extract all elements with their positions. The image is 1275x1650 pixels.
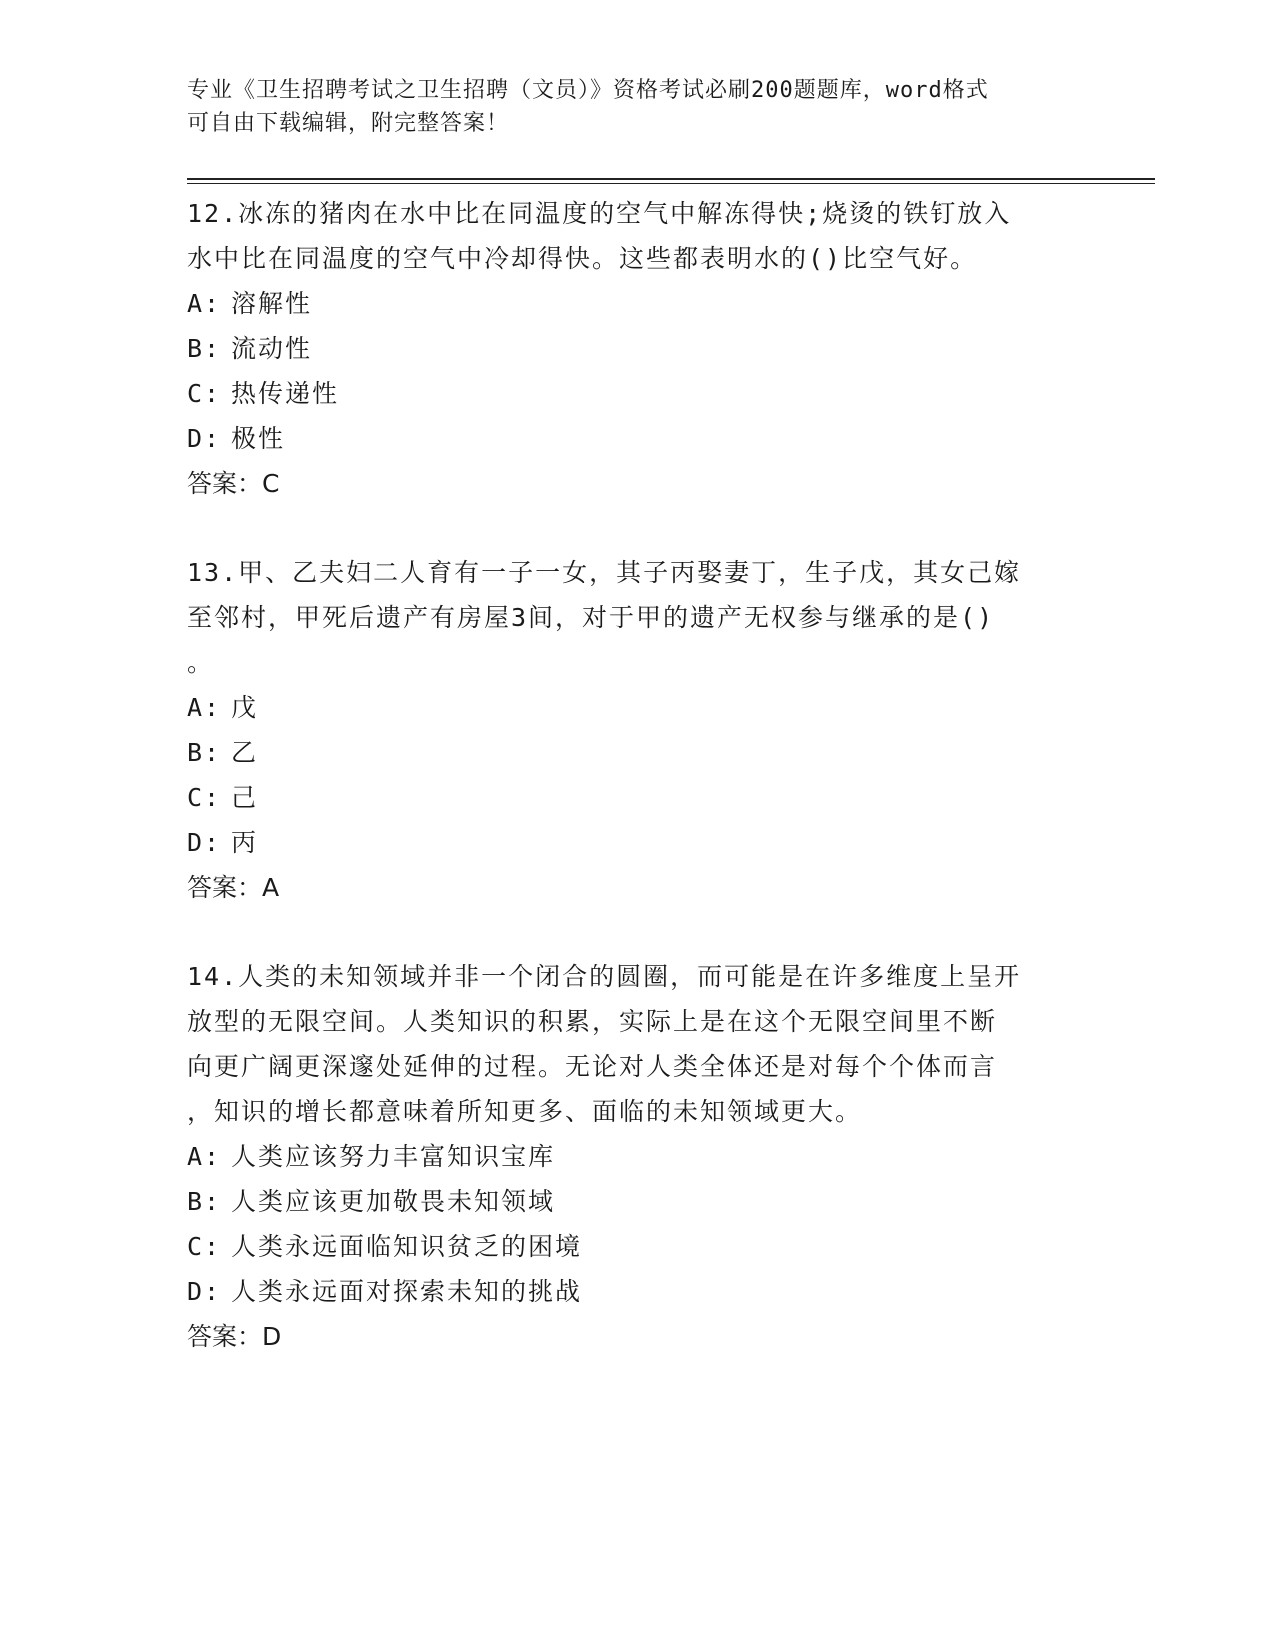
option-c (187, 371, 1087, 416)
option-text: 热传递性 (231, 379, 340, 408)
document-header (187, 74, 1087, 140)
option-key: D: (187, 1277, 222, 1306)
question-12 (187, 191, 1087, 506)
option-key: D: (187, 424, 222, 453)
option-key: A: (187, 693, 222, 722)
option-text: 乙 (231, 738, 259, 767)
option-key: A: (187, 1142, 222, 1171)
question-14 (187, 954, 1087, 1359)
question-stem-line: 放型的无限空间。人类知识的积累，实际上是在这个无限空间里不断 (187, 1007, 998, 1036)
question-stem-line: 13.甲、乙夫妇二人育有一子一女，其子丙娶妻丁，生子戊，其女己嫁 (187, 558, 1022, 587)
question-list (187, 191, 1087, 1403)
option-key: B: (187, 738, 222, 767)
option-b (187, 730, 1087, 775)
option-key: C: (187, 379, 222, 408)
option-c (187, 775, 1087, 820)
header-divider-thin (187, 183, 1155, 184)
option-text: 流动性 (231, 334, 313, 363)
option-b (187, 326, 1087, 371)
answer-line: 答案：A (187, 873, 280, 902)
option-text: 人类应该更加敬畏未知领域 (231, 1187, 556, 1216)
option-text: 极性 (231, 424, 286, 453)
option-text: 人类应该努力丰富知识宝库 (231, 1142, 556, 1171)
question-stem-line: ，知识的增长都意味着所知更多、面临的未知领域更大。 (187, 1097, 863, 1126)
option-key: D: (187, 828, 222, 857)
header-line-2: 可自由下载编辑，附完整答案！ (187, 111, 510, 136)
question-13 (187, 550, 1087, 910)
option-text: 丙 (231, 828, 259, 857)
header-divider (187, 178, 1155, 180)
option-key: A: (187, 289, 222, 318)
answer-line: 答案：D (187, 1322, 282, 1351)
option-d (187, 416, 1087, 461)
option-key: C: (187, 783, 222, 812)
question-stem-line: 14.人类的未知领域并非一个闭合的圆圈，而可能是在许多维度上呈开 (187, 962, 1022, 991)
option-c (187, 1224, 1087, 1269)
question-stem-line: 水中比在同温度的空气中冷却得快。这些都表明水的()比空气好。 (187, 244, 978, 273)
option-a (187, 281, 1087, 326)
question-stem-line: 向更广阔更深邃处延伸的过程。无论对人类全体还是对每个个体而言 (187, 1052, 998, 1081)
option-a (187, 685, 1087, 730)
option-text: 戊 (231, 693, 259, 722)
option-b (187, 1179, 1087, 1224)
answer-line: 答案：C (187, 469, 280, 498)
option-key: B: (187, 334, 222, 363)
option-a (187, 1134, 1087, 1179)
option-text: 人类永远面临知识贫乏的困境 (231, 1232, 583, 1261)
question-stem-line: 。 (187, 648, 215, 677)
option-key: B: (187, 1187, 222, 1216)
header-line-1: 专业《卫生招聘考试之卫生招聘（文员）》资格考试必刷200题题库，word格式 (187, 78, 989, 103)
option-d (187, 1269, 1087, 1314)
option-key: C: (187, 1232, 222, 1261)
option-d (187, 820, 1087, 865)
option-text: 己 (231, 783, 259, 812)
question-stem-line: 12.冰冻的猪肉在水中比在同温度的空气中解冻得快;烧烫的铁钉放入 (187, 199, 1012, 228)
option-text: 溶解性 (231, 289, 313, 318)
option-text: 人类永远面对探索未知的挑战 (231, 1277, 583, 1306)
question-stem-line: 至邻村，甲死后遗产有房屋3间，对于甲的遗产无权参与继承的是() (187, 603, 995, 632)
